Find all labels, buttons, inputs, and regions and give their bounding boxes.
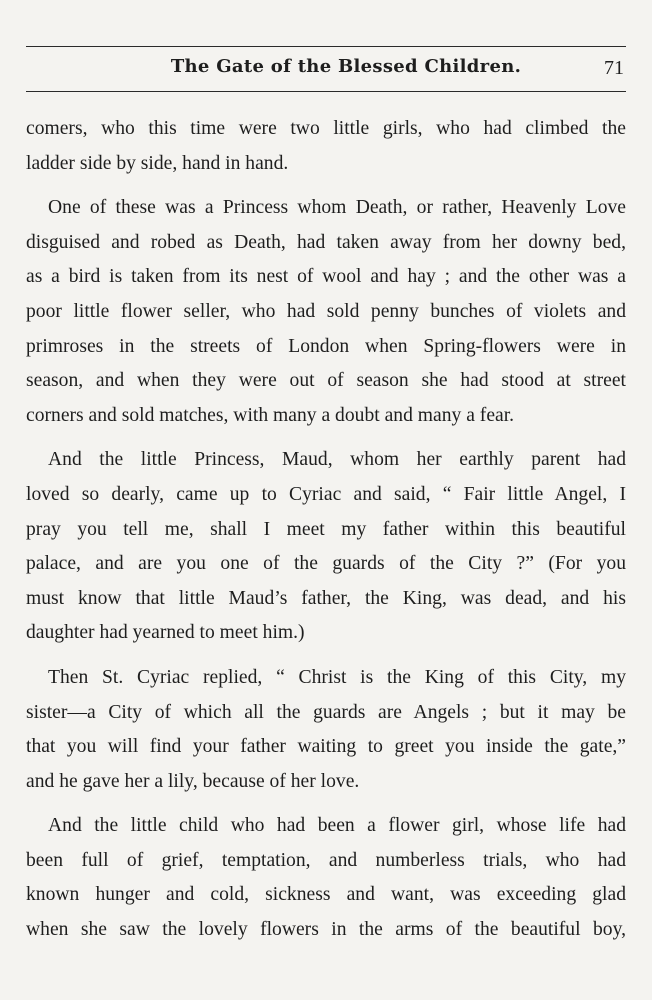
- text-line: been full of grief, temptation, and numberless trials, who had: [26, 849, 626, 871]
- text-line: sister—a City of which all the guards are Angels ; but it may be: [26, 701, 626, 723]
- running-header: [26, 54, 626, 86]
- text-line: And the little Princess, Maud, whom her earthly parent had: [48, 449, 626, 471]
- paragraph-gap: [26, 433, 626, 443]
- text-line: poor little flower seller, who had sold penny bunches of violets and: [26, 300, 626, 322]
- header-rule-bottom: [26, 91, 626, 92]
- text-line: and he gave her a lily, because of her love.: [26, 770, 360, 792]
- text-line: One of these was a Princess whom Death, or rather, Heavenly Love: [48, 197, 626, 219]
- paragraph-gap: [26, 799, 626, 809]
- paragraph: [26, 661, 626, 799]
- text-line: loved so dearly, came up to Cyriac and said, “ Fair little Angel, I: [26, 483, 626, 505]
- text-line: palace, and are you one of the guards of the City ?” (For you: [26, 553, 626, 575]
- text-line: primroses in the streets of London when Spring-flowers were in: [26, 335, 626, 357]
- header-rule-top: [26, 46, 626, 47]
- body-text: [26, 112, 626, 948]
- text-line: And the little child who had been a flower girl, whose life had: [48, 815, 626, 837]
- text-line: as a bird is taken from its nest of wool and hay ; and the other was a: [26, 266, 626, 288]
- text-line: must know that little Maud’s father, the King, was dead, and his: [26, 587, 626, 609]
- text-line: season, and when they were out of season she had stood at street: [26, 370, 626, 392]
- page-number: 71: [604, 57, 624, 79]
- text-line: that you will find your father waiting to greet you inside the gate,”: [26, 736, 626, 758]
- paragraph-gap: [26, 181, 626, 191]
- paragraph-gap: [26, 651, 626, 661]
- paragraph: [26, 191, 626, 433]
- running-title: The Gate of the Blessed Children.: [170, 56, 522, 77]
- text-line: pray you tell me, shall I meet my father within this beautiful: [26, 518, 626, 540]
- text-line: ladder side by side, hand in hand.: [26, 152, 289, 174]
- paragraph: [26, 809, 626, 947]
- text-line: Then St. Cyriac replied, “ Christ is the King of this City, my: [48, 666, 626, 688]
- text-line: comers, who this time were two little girls, who had climbed the: [26, 118, 626, 139]
- paragraph: [26, 443, 626, 651]
- text-line: daughter had yearned to meet him.): [26, 622, 305, 644]
- text-line: corners and sold matches, with many a doubt and many a fear.: [26, 404, 515, 426]
- paragraph: [26, 112, 626, 181]
- text-line: known hunger and cold, sickness and want, was exceeding glad: [26, 884, 626, 906]
- text-line: when she saw the lovely flowers in the arms of the beautiful boy,: [26, 919, 626, 941]
- text-line: disguised and robed as Death, had taken away from her downy bed,: [26, 231, 626, 253]
